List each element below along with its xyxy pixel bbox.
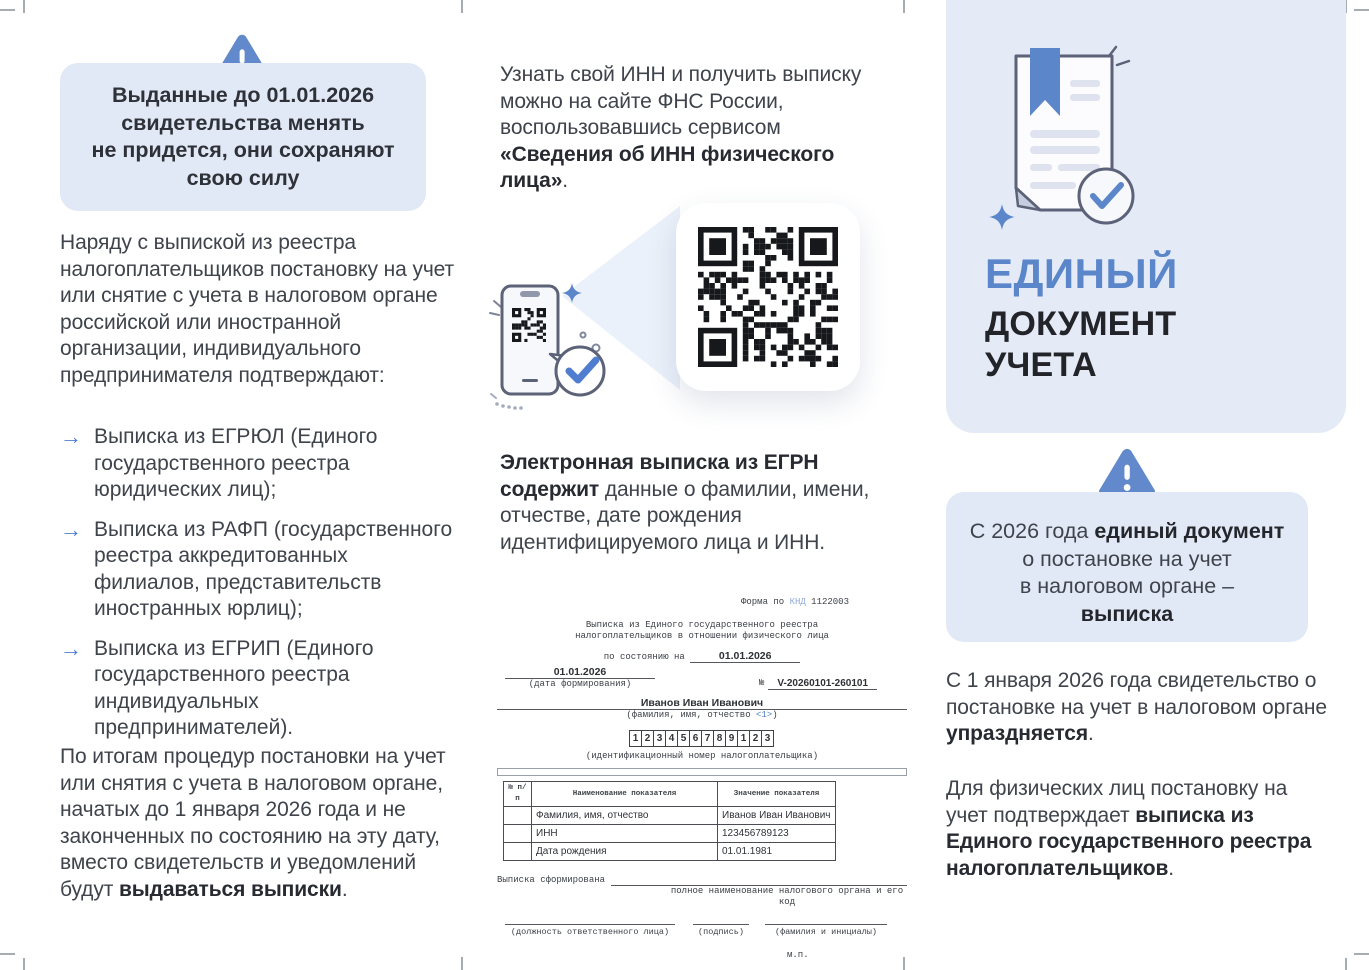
digit-cell: 9 [725,730,738,747]
sparkle-dashes [490,301,501,315]
list-item [60,424,456,504]
form-asof-line: по состоянию на 01.01.2026 [497,651,907,663]
arrow-icon: → [60,424,82,449]
crop-mark [1354,953,1369,955]
table-row [504,843,836,861]
middle-intro-paragraph [500,62,876,195]
signature-row [505,924,907,938]
crop-mark [23,958,25,970]
crop-mark [0,953,15,955]
fold-mark [461,0,463,13]
notice-box-left [60,63,426,211]
text-segment: Для физических лиц постановку на учет подтверждает [946,777,1288,827]
text-line: не придется, они сохраняют [91,138,395,162]
emphasis-text: упраздняется [946,722,1088,745]
form-title-line1: Выписка из Единого государственного реестра [585,620,819,630]
inn-caption: (идентификационный номер налогоплательщика) [585,751,819,761]
digit-cell: 3 [653,730,666,747]
signature-name: (фамилия и инициалы) [765,924,887,938]
table-header-cell: Наименование показателя [532,782,718,807]
formed-line: Выписка сформирована [497,875,907,886]
crop-mark [1354,9,1369,11]
form-title-line2: налогоплательщиков в отношении физического лица [575,631,829,641]
arrow-icon: → [60,516,82,542]
digit-cell: 1 [737,730,750,747]
table-row [504,825,836,843]
table-cell: Дата рождения [532,843,718,861]
crop-mark [1345,958,1347,970]
asof-value: 01.01.2026 [690,651,800,663]
emphasis-text: Электронная выписка из ЕГРН содержит [500,451,819,501]
phone-icon [488,278,623,413]
emphasis-text: «Сведения об ИНН физического лица» [500,142,835,192]
bullet-list [60,424,456,755]
stamp-label: м.п. [787,950,809,960]
checkmark-icon [1079,169,1133,223]
list-item-label: Выписка из ЕГРИП (Единого государственного реестра индивидуальных предпринимателей). [94,636,374,739]
form-date-field: 01.01.2026 (дата формирования) [505,667,655,690]
emphasis-text: выписка из Единого государственного реестра налогоплательщиков [946,803,1312,880]
document-icon [988,38,1158,238]
digit-cell: 8 [713,730,726,747]
text-segment: С 1 января 2026 года свидетельство о постановке на учет в налоговом органе [946,669,1327,719]
list-item [60,636,456,742]
table-cell [504,807,532,825]
table-row [504,807,836,825]
digit-cell: 5 [677,730,690,747]
table-cell [504,825,532,843]
tax-form [497,597,907,961]
emphasis-text: выписка [1080,601,1174,626]
cover-title-line2: ДОКУМЕНТ [985,305,1177,343]
emphasis-text: единый документ [1094,519,1285,543]
list-item [60,517,456,623]
table-cell: ИНН [532,825,718,843]
table-cell: 01.01.1981 [718,843,836,861]
table-header-cell: № п/п [504,782,532,807]
digit-cell: 6 [689,730,702,747]
text-line: свою силу [186,165,300,190]
table-header-cell: Значение показателя [718,782,836,807]
digit-cell: 2 [749,730,762,747]
arrow-icon: → [60,635,82,661]
left-intro-paragraph: Наряду с выпиской из реестра налогоплательщиков постановку на учет или снятие с учета в налоговом органе российской или иностранной организации, индивидуального предпринимателя подтверждают: [60,231,455,387]
dotted-trail [491,394,522,409]
table-cell: Иванов Иван Иванович [718,807,836,825]
list-item-label: Выписка из ЕГРЮЛ (Единого государственного реестра юридических лиц); [94,425,378,501]
table-cell: Фамилия, имя, отчество [532,807,718,825]
left-outro-paragraph [60,744,464,903]
text-line: Выданные до 01.01.2026 [111,83,375,107]
table-cell: 123456789123 [718,825,836,843]
digit-cell: 2 [641,730,654,747]
text-segment: По итогам процедур постановки на учет или снятия с учета в налоговом органе, начатых до 1 января 2026 года и не законченных по состоянию на эту дату, вместо свидетельств и уведомлений будут [60,745,446,901]
form-number-field: № V-20260101-260101 [759,678,877,690]
signature-position: (должность ответственного лица) [505,924,675,938]
cover-title-accent: ЕДИНЫЙ [985,250,1178,297]
digit-cell: 4 [665,730,678,747]
digit-cell: 1 [629,730,642,747]
digit-cell: 7 [701,730,714,747]
sparkle-icon [562,283,582,303]
form-table-header-row [504,782,836,807]
notice-box-right [946,492,1308,642]
text-segment: С 2026 года [969,519,1095,543]
cover-title [985,250,1178,386]
emphasis-text: выдаваться выписки [118,877,342,901]
text-line [946,518,1308,546]
text-segment: данные о фамилии, имени, отчестве, дате рождения идентифицируемого лица и ИНН. [500,477,870,554]
form-table [503,781,836,861]
text-line [946,573,1308,601]
right-paragraph-2 [946,776,1334,882]
cover-title-line3: УЧЕТА [985,346,1097,384]
text-segment: Узнать свой ИНН и получить выписку можно на сайте ФНС России, воспользовавшись сервисом [500,63,862,139]
text-line [946,601,1308,629]
crop-mark [23,0,25,13]
knd-code: КНД [789,597,806,607]
fold-mark [461,957,463,970]
qr-card [676,203,860,391]
text-segment: . [1168,856,1175,880]
table-cell [504,843,532,861]
inn-digit-boxes [497,730,907,747]
fold-mark [903,0,905,13]
text-segment: о постановке на учет [1022,546,1232,571]
form-empty-bar [497,768,907,776]
form-knd-line: Форма по КНД 1122003 [740,597,849,607]
right-paragraph-1 [946,668,1334,748]
sparkle-icon [989,204,1015,230]
qr-code [698,227,838,367]
text-segment: . [1087,722,1094,745]
egrn-paragraph [500,450,876,556]
text-segment: в налоговом органе – [1019,574,1235,598]
digit-cell: 3 [761,730,774,747]
signature-sign: (подпись) [693,924,749,938]
text-segment: . [562,169,569,192]
footnote-link: <1> [756,710,773,720]
text-line [946,546,1308,574]
text-line: свидетельства менять [121,110,365,135]
formed-caption: полное наименование налогового органа и его код [670,886,904,907]
text-segment: . [341,877,348,901]
list-item-label: Выписка из РАФП (государственного реестра аккредитованных филиалов, представительств иностранных юрлиц); [94,517,453,620]
crop-mark [0,9,15,11]
form-fio-field: Иванов Иван Иванович (фамилия, имя, отчество <1>) [497,698,907,721]
